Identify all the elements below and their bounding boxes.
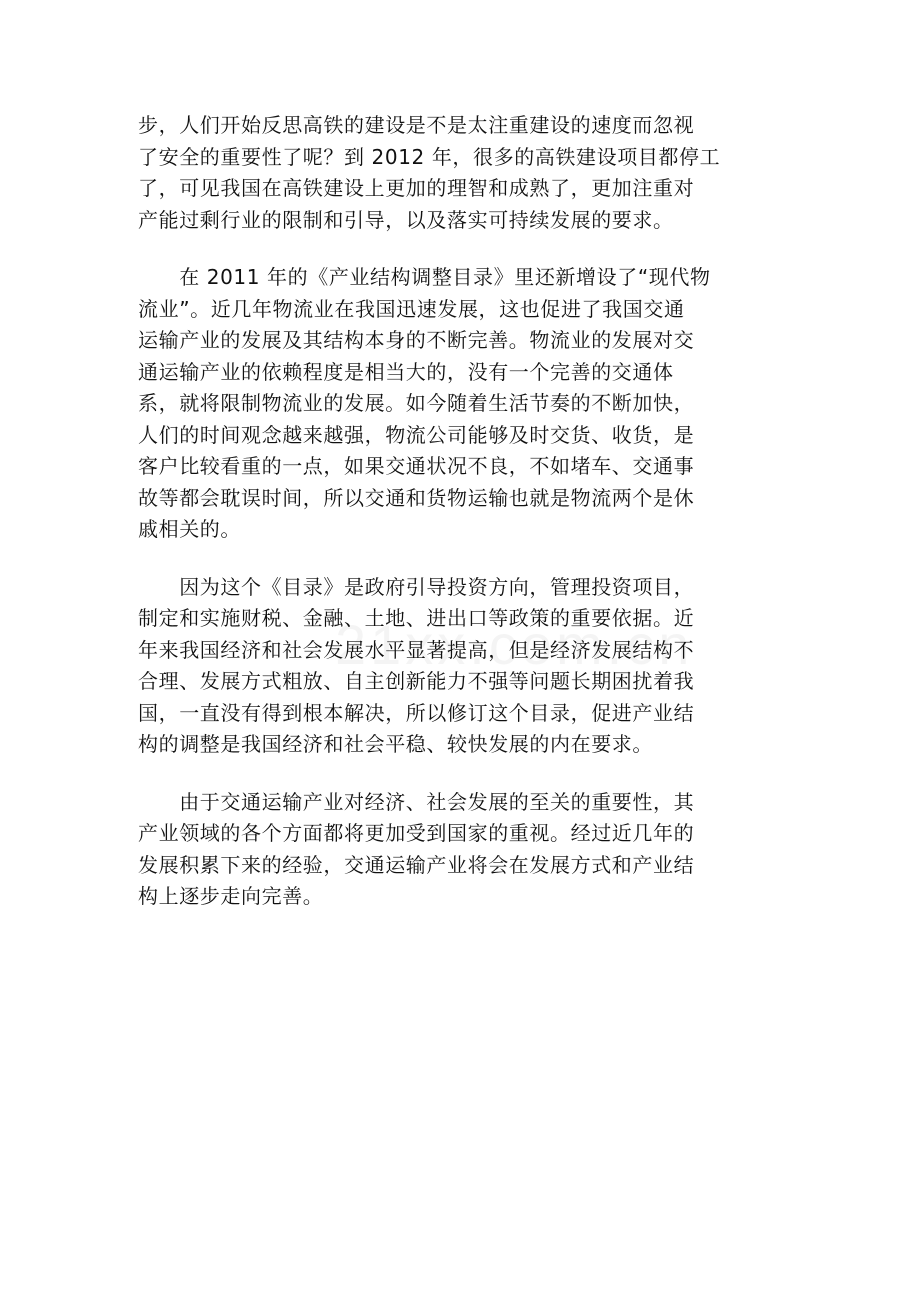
- text-line: 产业领域的各个方面都将更加受到国家的重视。经过近几年的: [138, 821, 695, 845]
- text-line: 由于交通运输产业对经济、社会发展的至关的重要性，其: [138, 789, 695, 814]
- text-line: 在 2011 年的《产业结构调整目录》里还新增设了“现代物: [138, 265, 711, 289]
- text-line: 系，就将限制物流业的发展。如今随着生活节奏的不断加快，: [138, 391, 695, 415]
- text-line: 发展积累下来的经验，交通运输产业将会在发展方式和产业结: [138, 852, 695, 877]
- text-line: 运输产业的发展及其结构本身的不断完善。物流业的发展对交: [138, 328, 695, 352]
- text-line: 流业”。近几年物流业在我国迅速发展，这也促进了我国交通: [138, 296, 685, 321]
- text-line: 因为这个《目录》是政府引导投资方向，管理投资项目，: [138, 574, 695, 599]
- text-line: 制定和实施财税、金融、土地、进出口等政策的重要依据。近: [138, 606, 695, 630]
- paragraph-2: [138, 262, 783, 546]
- text-line: 客户比较看重的一点，如果交通状况不良，不如堵车、交通事: [138, 454, 695, 478]
- text-line: 步，人们开始反思高铁的建设是不是太注重建设的速度而忽视: [138, 113, 695, 137]
- text-line: 年来我国经济和社会发展水平显著提高，但是经济发展结构不: [138, 637, 695, 662]
- paragraph-3: [138, 572, 783, 761]
- text-line: 故等都会耽误时间，所以交通和货物运输也就是物流两个是休: [138, 485, 695, 510]
- text-line: 国，一直没有得到根本解决，所以修订这个目录，促进产业结: [138, 700, 695, 725]
- document-body: [138, 110, 783, 939]
- paragraph-1: [138, 110, 783, 236]
- text-line: 通运输产业的依赖程度是相当大的，没有一个完善的交通体: [138, 359, 674, 384]
- text-line: 构的调整是我国经济和社会平稳、较快发展的内在要求。: [138, 732, 653, 756]
- text-line: 了，可见我国在高铁建设上更加的理智和成熟了，更加注重对: [138, 176, 695, 200]
- text-line: 人们的时间观念越来越强，物流公司能够及时交货、收货，是: [138, 422, 695, 447]
- text-line: 产能过剩行业的限制和引导，以及落实可持续发展的要求。: [138, 207, 674, 232]
- text-line: 合理、发展方式粗放、自主创新能力不强等问题长期困扰着我: [138, 669, 695, 693]
- text-line: 构上逐步走向完善。: [138, 884, 324, 908]
- paragraph-4: [138, 787, 783, 913]
- text-line: 戚相关的。: [138, 517, 241, 541]
- text-line: 了安全的重要性了呢？到 2012 年，很多的高铁建设项目都停工: [138, 144, 721, 169]
